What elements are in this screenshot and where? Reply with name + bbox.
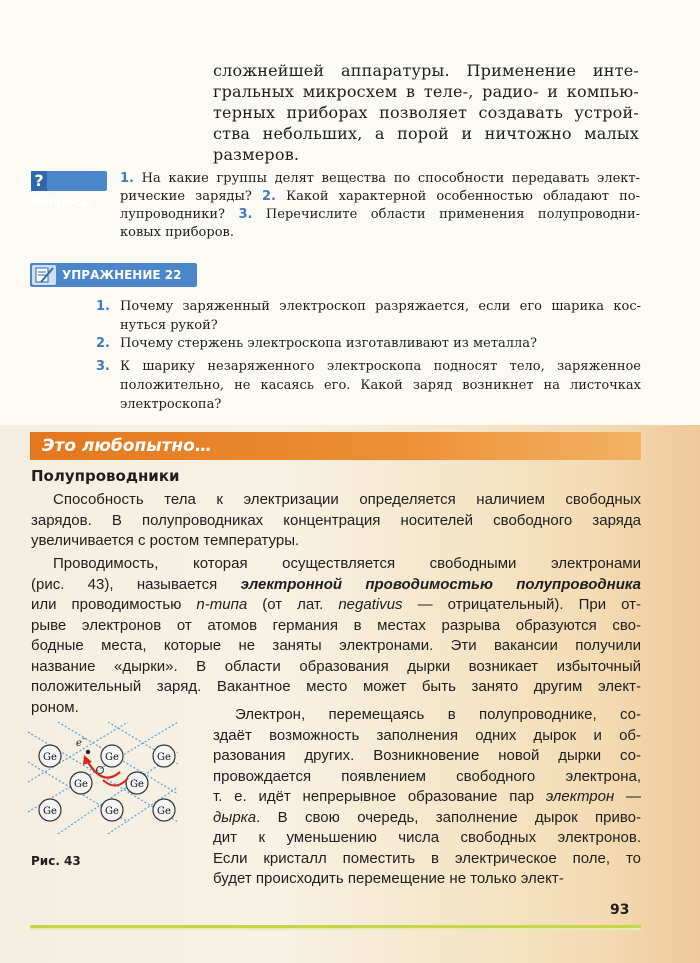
text-line: Проводимость, которая осуществляется свободными электронами — [53, 555, 641, 572]
exercise-title: УПРАЖНЕНИЕ 22 — [62, 268, 182, 282]
atom-label: Ge — [74, 779, 88, 790]
text-line: увеличивается с ростом температуры. — [31, 532, 300, 549]
atom-label: Ge — [130, 779, 144, 790]
text-line: положительный заряд. Вакантное место может быть занято другим элект- — [31, 678, 641, 695]
exercise-item — [96, 297, 641, 335]
text-line: размеров. — [213, 145, 300, 164]
questions-line: ковых приборов. — [120, 225, 234, 240]
section-subtitle: Полупроводники — [31, 467, 180, 485]
paragraph-1 — [31, 490, 641, 552]
arrow-head-icon — [83, 755, 92, 765]
questions-badge-label: Вопросы — [31, 195, 92, 209]
text-line: сложнейшей аппаратуры. Применение инте- — [213, 61, 639, 80]
text-line: здаёт возможность заполнения одних дырок и об- — [213, 726, 641, 744]
text-line: гральных микросхем в теле-, радио- и компью- — [213, 82, 639, 101]
question-icon: ? — [31, 171, 47, 191]
text-line: Почему стержень электроскопа изготавливают из металла? — [120, 336, 537, 351]
exercise-item — [96, 334, 641, 353]
pencil-notebook-icon — [32, 265, 56, 285]
text-line: провождается появлением свободного электрона, — [213, 767, 641, 785]
text-line: или проводимостью n-типа (от лат. negativus — отрицательный). При от- — [31, 596, 641, 613]
text-line: ства небольших, а порой и ничтожно малых — [213, 124, 639, 143]
text-line: дырка. В свою очередь, заполнение дырок приво- — [213, 808, 641, 826]
exercise-number: 3. — [96, 359, 110, 374]
paragraph-2 — [31, 554, 641, 718]
text-line: Способность тела к электризации определяется наличием свободных — [53, 491, 641, 508]
atom-label: Ge — [105, 806, 119, 817]
exercise-item — [96, 357, 641, 414]
exercise-number: 1. — [96, 299, 110, 314]
footer-rule-light — [30, 928, 641, 930]
text-line: К шарику незаряженного электроскопа подносят тело, заряженное — [120, 359, 641, 374]
text-line: название «дырки». В области образования дырки возникает избыточный — [31, 657, 641, 675]
atom-label: Ge — [157, 806, 171, 817]
atom-label: Ge — [43, 806, 57, 817]
exercise-number: 2. — [96, 336, 110, 351]
text-line: Электрон, перемещаясь в полупроводнике, со- — [235, 706, 641, 723]
text-line: нуться рукой? — [120, 318, 218, 333]
text-line: роном. — [31, 698, 79, 716]
text-line: зарядов. В полупроводниках концентрация носителей свободного заряда — [31, 511, 641, 529]
text-line: Почему заряженный электроскоп разряжается, если его шарика кос- — [120, 299, 641, 314]
text-line: терных приборах позволяет создавать устрой- — [213, 103, 639, 122]
paragraph-3 — [213, 705, 641, 890]
questions-line: 1. На какие группы делят вещества по способности передавать элект- — [120, 171, 640, 186]
germanium-lattice-figure — [28, 722, 178, 834]
electron-label: e — [76, 738, 82, 749]
text-line: бодные места, которые не заняты электронами. Эти вакансии получили — [31, 637, 641, 654]
figure-caption: Рис. 43 — [31, 854, 81, 868]
questions-line: лупроводники? 3. Перечислите области применения полупроводни- — [120, 207, 640, 222]
atom-label: Ge — [105, 752, 119, 763]
intro-paragraph — [213, 60, 639, 165]
exercise-header — [30, 263, 197, 287]
free-electron — [86, 750, 90, 754]
text-line: будет происходить перемещение не только элект- — [213, 870, 564, 887]
interesting-banner — [30, 432, 641, 460]
text-line: разования других. Возникновение новой дырки со- — [213, 747, 641, 764]
text-line: электроскопа? — [120, 397, 222, 412]
text-line: т. е. идёт непрерывное образование пар электрон — — [213, 788, 641, 805]
text-line: Если кристалл поместить в электрическое поле, то — [213, 849, 641, 867]
text-line: положительно, не касаясь его. Какой заряд возникнет на листочках — [120, 378, 641, 393]
electron-charge: – — [82, 734, 86, 743]
questions-text — [120, 170, 640, 242]
questions-badge — [31, 171, 107, 209]
text-line: рыве электронов от атомов германия в местах разрыва образуются сво- — [31, 616, 641, 634]
questions-line: рические заряды? 2. Какой характерной особенностью обладают по- — [120, 189, 640, 204]
page-number: 93 — [610, 902, 630, 918]
atom-label: Ge — [43, 752, 57, 763]
interesting-banner-title: Это любопытно… — [42, 436, 212, 456]
text-line: дит к уменьшению числа свободных электронов. — [213, 829, 641, 846]
atom-label: Ge — [157, 752, 171, 763]
text-line: (рис. 43), называется электронной проводимостью полупроводника — [31, 575, 641, 593]
